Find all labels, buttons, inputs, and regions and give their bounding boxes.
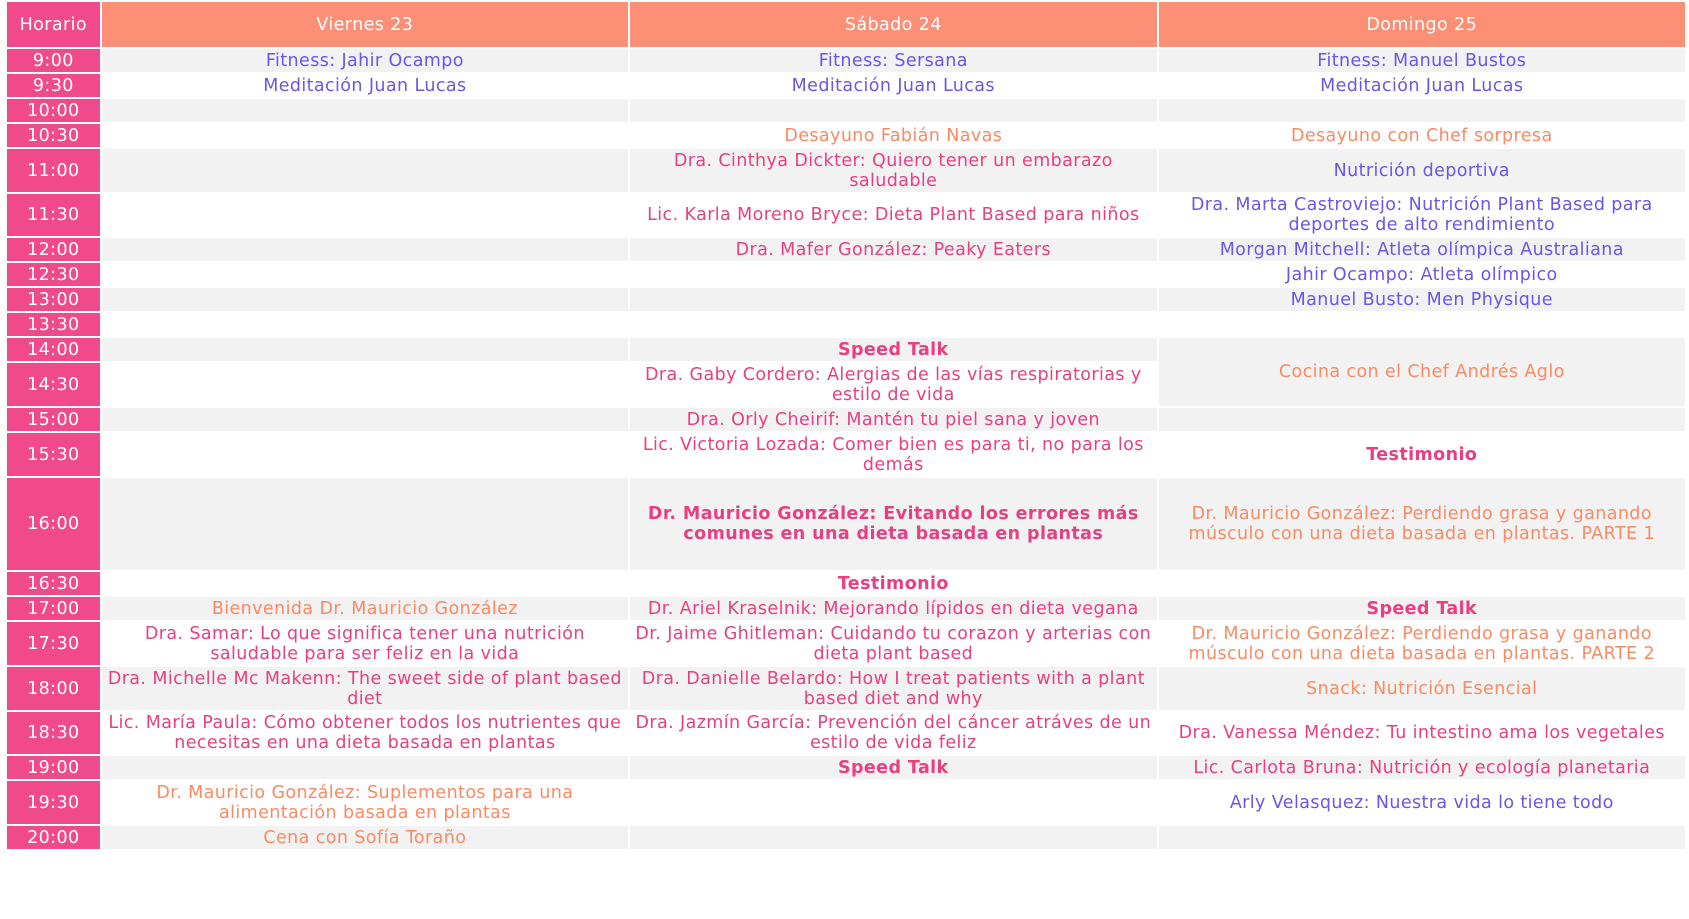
time-row xyxy=(7,407,1686,432)
event-cell: Dra. Marta Castroviejo: Nutrición Plant Based para deportes de alto rendimiento xyxy=(1158,193,1686,237)
event-cell: Desayuno Fabián Navas xyxy=(629,123,1157,148)
event-cell: Fitness: Jahir Ocampo xyxy=(101,48,629,73)
event-cell: Dra. Michelle Mc Makenn: The sweet side of plant based diet xyxy=(101,666,629,711)
empty-cell xyxy=(101,98,629,123)
event-cell: Dra. Vanessa Méndez: Tu intestino ama los vegetales xyxy=(1158,711,1686,755)
event-cell: Dra. Jazmín García: Prevención del cáncer atráves de un estilo de vida feliz xyxy=(629,711,1157,755)
empty-cell xyxy=(101,571,629,596)
time-row xyxy=(7,123,1686,148)
empty-cell xyxy=(1158,312,1686,337)
time-slot: 9:00 xyxy=(7,48,101,73)
empty-cell xyxy=(101,407,629,432)
time-row xyxy=(7,237,1686,262)
empty-cell xyxy=(101,193,629,237)
time-row xyxy=(7,755,1686,780)
time-slot: 18:00 xyxy=(7,666,101,711)
event-cell: Speed Talk xyxy=(629,755,1157,780)
time-slot: 19:30 xyxy=(7,780,101,825)
time-slot: 9:30 xyxy=(7,73,101,98)
empty-cell xyxy=(629,312,1157,337)
event-cell: Desayuno con Chef sorpresa xyxy=(1158,123,1686,148)
empty-cell xyxy=(101,148,629,193)
event-cell: Morgan Mitchell: Atleta olímpica Australiana xyxy=(1158,237,1686,262)
event-cell: Meditación Juan Lucas xyxy=(1158,73,1686,98)
time-slot: 15:30 xyxy=(7,432,101,477)
time-slot: 12:00 xyxy=(7,237,101,262)
event-cell: Lic. Victoria Lozada: Comer bien es para ti, no para los demás xyxy=(629,432,1157,477)
event-cell: Dra. Cinthya Dickter: Quiero tener un embarazo saludable xyxy=(629,148,1157,193)
time-slot: 15:00 xyxy=(7,407,101,432)
event-cell: Speed Talk xyxy=(629,337,1157,362)
schedule-table xyxy=(7,2,1687,851)
event-cell: Dra. Mafer González: Peaky Eaters xyxy=(629,237,1157,262)
time-slot: 17:30 xyxy=(7,621,101,666)
empty-cell xyxy=(1158,571,1686,596)
empty-cell xyxy=(629,287,1157,312)
time-row xyxy=(7,432,1686,477)
day-header-friday: Viernes 23 xyxy=(101,2,629,48)
empty-cell xyxy=(629,825,1157,850)
event-cell: Testimonio xyxy=(629,571,1157,596)
event-cell: Dra. Gaby Cordero: Alergias de las vías respiratorias y estilo de vida xyxy=(629,362,1157,407)
event-cell: Nutrición deportiva xyxy=(1158,148,1686,193)
event-cell: Fitness: Manuel Bustos xyxy=(1158,48,1686,73)
empty-cell xyxy=(101,755,629,780)
empty-cell xyxy=(101,362,629,407)
event-cell: Jahir Ocampo: Atleta olímpico xyxy=(1158,262,1686,287)
time-row xyxy=(7,666,1686,711)
time-slot: 20:00 xyxy=(7,825,101,850)
event-cell: Speed Talk xyxy=(1158,596,1686,621)
empty-cell xyxy=(101,312,629,337)
event-cell: Fitness: Sersana xyxy=(629,48,1157,73)
event-cell: Dra. Samar: Lo que significa tener una nutrición saludable para ser feliz en la vida xyxy=(101,621,629,666)
empty-cell xyxy=(101,123,629,148)
time-row xyxy=(7,337,1686,362)
event-cell: Dr. Mauricio González: Perdiendo grasa y ganando músculo con una dieta basada en plantas. PARTE 2 xyxy=(1158,621,1686,666)
time-slot: 14:00 xyxy=(7,337,101,362)
event-cell: Dra. Orly Cheirif: Mantén tu piel sana y joven xyxy=(629,407,1157,432)
empty-cell xyxy=(101,287,629,312)
empty-cell xyxy=(1158,825,1686,850)
event-cell: Lic. Karla Moreno Bryce: Dieta Plant Based para niños xyxy=(629,193,1157,237)
time-row xyxy=(7,48,1686,73)
event-cell: Meditación Juan Lucas xyxy=(101,73,629,98)
event-cell: Manuel Busto: Men Physique xyxy=(1158,287,1686,312)
event-cell: Cocina con el Chef Andrés Aglo xyxy=(1158,337,1686,407)
event-cell: Dra. Danielle Belardo: How I treat patients with a plant based diet and why xyxy=(629,666,1157,711)
time-row xyxy=(7,621,1686,666)
time-slot: 11:00 xyxy=(7,148,101,193)
time-row xyxy=(7,98,1686,123)
empty-cell xyxy=(1158,98,1686,123)
event-cell: Lic. Carlota Bruna: Nutrición y ecología planetaria xyxy=(1158,755,1686,780)
event-cell: Dr. Mauricio González: Evitando los errores más comunes en una dieta basada en plantas xyxy=(629,477,1157,571)
time-row xyxy=(7,571,1686,596)
event-cell: Meditación Juan Lucas xyxy=(629,73,1157,98)
time-row xyxy=(7,711,1686,755)
empty-cell xyxy=(629,262,1157,287)
event-cell: Dr. Mauricio González: Perdiendo grasa y ganando músculo con una dieta basada en plantas. PARTE 1 xyxy=(1158,477,1686,571)
empty-cell xyxy=(101,477,629,571)
header-row xyxy=(7,2,1686,48)
event-cell: Bienvenida Dr. Mauricio González xyxy=(101,596,629,621)
empty-cell xyxy=(101,237,629,262)
time-row xyxy=(7,825,1686,850)
event-cell: Dr. Mauricio González: Suplementos para una alimentación basada en plantas xyxy=(101,780,629,825)
time-slot: 10:30 xyxy=(7,123,101,148)
time-row xyxy=(7,262,1686,287)
time-slot: 17:00 xyxy=(7,596,101,621)
time-slot: 16:00 xyxy=(7,477,101,571)
empty-cell xyxy=(101,337,629,362)
time-row xyxy=(7,477,1686,571)
event-cell: Dr. Ariel Kraselnik: Mejorando lípidos en dieta vegana xyxy=(629,596,1157,621)
event-cell: Testimonio xyxy=(1158,432,1686,477)
time-slot: 11:30 xyxy=(7,193,101,237)
empty-cell xyxy=(629,98,1157,123)
time-slot: 18:30 xyxy=(7,711,101,755)
empty-cell xyxy=(1158,407,1686,432)
event-cell: Dr. Jaime Ghitleman: Cuidando tu corazon y arterias con dieta plant based xyxy=(629,621,1157,666)
time-row xyxy=(7,73,1686,98)
event-cell: Snack: Nutrición Esencial xyxy=(1158,666,1686,711)
time-row xyxy=(7,596,1686,621)
event-cell: Cena con Sofía Toraño xyxy=(101,825,629,850)
time-slot: 10:00 xyxy=(7,98,101,123)
time-slot: 13:00 xyxy=(7,287,101,312)
time-row xyxy=(7,148,1686,193)
event-cell: Lic. María Paula: Cómo obtener todos los nutrientes que necesitas en una dieta basada en plantas xyxy=(101,711,629,755)
time-column-header: Horario xyxy=(7,2,101,48)
empty-cell xyxy=(629,780,1157,825)
day-header-saturday: Sábado 24 xyxy=(629,2,1157,48)
empty-cell xyxy=(101,262,629,287)
time-row xyxy=(7,312,1686,337)
time-row xyxy=(7,780,1686,825)
empty-cell xyxy=(101,432,629,477)
time-slot: 12:30 xyxy=(7,262,101,287)
time-slot: 14:30 xyxy=(7,362,101,407)
event-cell: Arly Velasquez: Nuestra vida lo tiene todo xyxy=(1158,780,1686,825)
time-row xyxy=(7,287,1686,312)
time-row xyxy=(7,193,1686,237)
time-slot: 16:30 xyxy=(7,571,101,596)
time-slot: 13:30 xyxy=(7,312,101,337)
time-slot: 19:00 xyxy=(7,755,101,780)
day-header-sunday: Domingo 25 xyxy=(1158,2,1686,48)
